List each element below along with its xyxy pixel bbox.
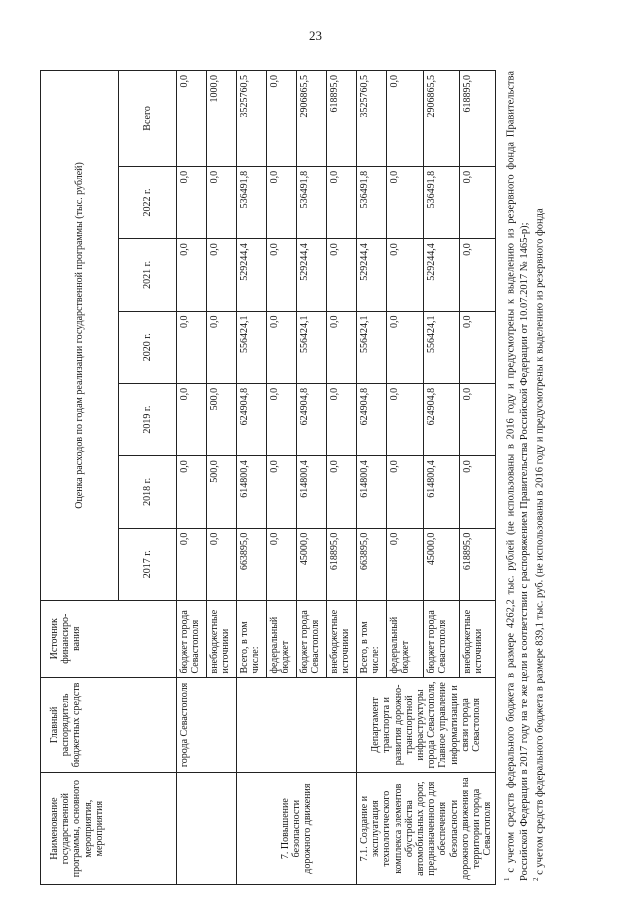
value-cell: 663895,0 [357,528,387,600]
source-cell: внебюджетные источники [327,600,357,677]
header-estimate: Оценка расходов по годам реализации государственной программы (тыс. рублей) [41,71,119,601]
header-executor: Главный распорядитель бюджетных средств [41,677,177,773]
footnote-marker: 1 [503,877,511,881]
value-cell: 45000,0 [423,528,459,600]
value-cell: 0,0 [327,383,357,455]
header-year: 2022 г. [119,166,177,238]
value-cell: 536491,8 [423,166,459,238]
value-cell: 0,0 [177,456,207,528]
value-cell: 536491,8 [237,166,267,238]
executor-cell: Департамент транспорта и развития дорожно-транспортной инфраструктуры города Севастополя, Главное управление информатизации и связи города Севастополя [357,677,496,773]
value-cell: 556424,1 [357,311,387,383]
footnote [532,71,547,881]
value-cell: 529244,4 [297,239,327,311]
source-cell: федеральный бюджет [267,600,297,677]
source-cell: бюджет города Севастополя [423,600,459,677]
value-cell: 614800,4 [423,456,459,528]
value-cell: 0,0 [267,166,297,238]
table-row [177,71,207,885]
program-name-cell [177,773,237,885]
value-cell: 0,0 [387,239,423,311]
footnote-marker: 2 [532,877,541,881]
header-year: 2017 г. [119,528,177,600]
value-cell: 0,0 [267,528,297,600]
value-cell: 0,0 [267,456,297,528]
source-cell: бюджет города Севастополя [297,600,327,677]
value-cell: 45000,0 [297,528,327,600]
source-cell: бюджет города Севастополя [177,600,207,677]
total-cell: 1000,0 [207,71,237,167]
source-cell: внебюджетные источники [459,600,495,677]
value-cell: 0,0 [387,166,423,238]
value-cell: 0,0 [177,528,207,600]
value-cell: 556424,1 [297,311,327,383]
value-cell: 0,0 [459,311,495,383]
source-cell: внебюджетные источники [207,600,237,677]
value-cell: 663895,0 [237,528,267,600]
total-cell: 0,0 [387,71,423,167]
value-cell: 0,0 [327,311,357,383]
value-cell: 0,0 [207,239,237,311]
footnotes [503,71,548,881]
value-cell: 0,0 [327,239,357,311]
executor-cell: города Севастополя [177,677,237,773]
value-cell: 618895,0 [459,528,495,600]
value-cell: 614800,4 [357,456,387,528]
value-cell: 0,0 [387,456,423,528]
value-cell: 536491,8 [297,166,327,238]
total-cell: 2906865,5 [297,71,327,167]
footnote-text: с учетом средств федерального бюджета в размере 4262,2 тыс. рублей (не использованы в 2016 году и предусмотрены к выделению из резервного фонда Правительства Российской Федерации в 2017 году на те же цели в соответствии с распоряжением Правительства Российской Федерации от 10.07.2017 № 1465-р); [505,70,531,881]
header-year: 2019 г. [119,383,177,455]
footnote-text: с учетом средств федерального бюджета в размере 839,1 тыс. руб. (не использованы в 2016 году и предусмотрены к выделению из резервного фонда [534,208,546,875]
value-cell: 556424,1 [237,311,267,383]
value-cell: 0,0 [177,383,207,455]
total-cell: 3525760,5 [357,71,387,167]
value-cell: 0,0 [177,311,207,383]
value-cell: 624904,8 [237,383,267,455]
source-cell: федеральный бюджет [387,600,423,677]
value-cell: 0,0 [177,239,207,311]
value-cell: 529244,4 [357,239,387,311]
value-cell: 0,0 [267,239,297,311]
total-cell: 0,0 [267,71,297,167]
page-number: 23 [309,28,322,43]
value-cell: 624904,8 [423,383,459,455]
value-cell: 536491,8 [357,166,387,238]
value-cell: 624904,8 [297,383,327,455]
value-cell: 500,0 [207,456,237,528]
value-cell: 0,0 [327,166,357,238]
value-cell: 0,0 [207,311,237,383]
budget-table [40,70,496,885]
value-cell: 529244,4 [237,239,267,311]
value-cell: 0,0 [459,166,495,238]
footnote [503,71,532,881]
header-total: Всего [119,71,177,167]
value-cell: 0,0 [459,456,495,528]
header-year: 2020 г. [119,311,177,383]
value-cell: 529244,4 [423,239,459,311]
value-cell: 500,0 [207,383,237,455]
header-year: 2018 г. [119,456,177,528]
rotated-landscape-content [40,70,600,885]
value-cell: 0,0 [267,383,297,455]
value-cell: 618895,0 [327,528,357,600]
value-cell: 0,0 [267,311,297,383]
value-cell: 0,0 [207,166,237,238]
header-year: 2021 г. [119,239,177,311]
program-name-cell: 7. Повышение безопасности дорожного движения [237,773,357,885]
source-cell: Всего, в том числе: [237,600,267,677]
value-cell: 556424,1 [423,311,459,383]
value-cell: 0,0 [177,166,207,238]
value-cell: 0,0 [459,383,495,455]
value-cell: 0,0 [327,456,357,528]
value-cell: 0,0 [387,528,423,600]
executor-cell [237,677,357,773]
value-cell: 0,0 [387,311,423,383]
total-cell: 2906865,5 [423,71,459,167]
program-name-cell: 7.1. Создание и эксплуатация технологического комплекса элементов обустройства автомобильных дорог, предназначенного для обеспечения безопасности дорожного движения на территории города Севастополя [357,773,496,885]
value-cell: 0,0 [207,528,237,600]
source-cell: Всего, в том числе: [357,600,387,677]
value-cell: 0,0 [459,239,495,311]
value-cell: 614800,4 [237,456,267,528]
total-cell: 0,0 [177,71,207,167]
value-cell: 0,0 [387,383,423,455]
header-source: Источник финансиро-вания [41,600,177,677]
table-row [237,71,267,885]
total-cell: 618895,0 [459,71,495,167]
header-name: Наименование государственной программы, основного мероприятия, мероприятия [41,773,177,885]
value-cell: 614800,4 [297,456,327,528]
total-cell: 3525760,5 [237,71,267,167]
total-cell: 618895,0 [327,71,357,167]
table-row [357,71,387,885]
value-cell: 624904,8 [357,383,387,455]
